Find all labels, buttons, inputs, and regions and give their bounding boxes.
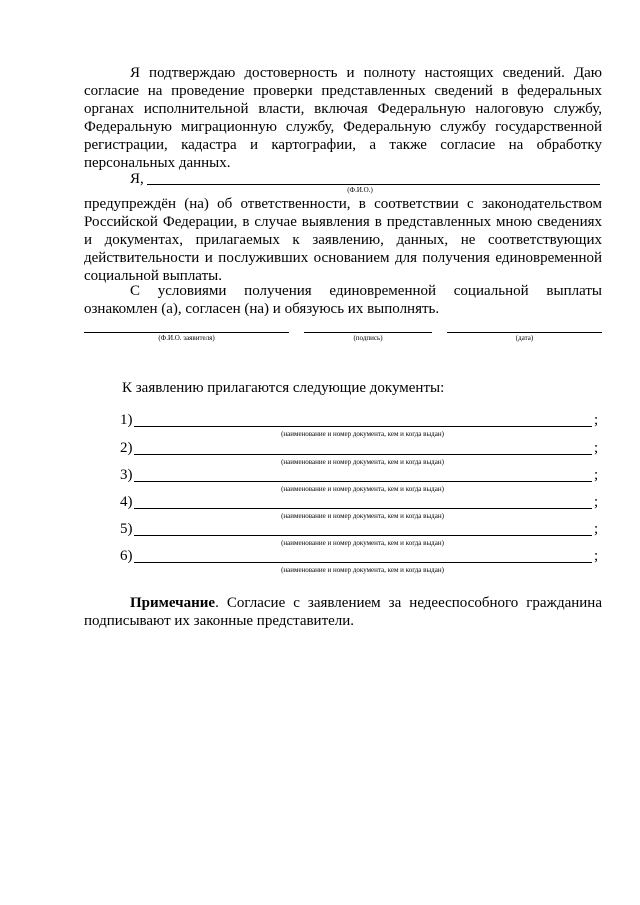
attachment-number: 5) [120, 521, 133, 537]
attachment-field[interactable] [134, 481, 592, 482]
applicant-fio-field[interactable] [84, 332, 289, 333]
attachment-number: 6) [120, 548, 133, 564]
attachment-terminator: ; [594, 412, 599, 428]
note-text: . Согласие с заявлением за недееспособного гражданина подписывают их законные представители. [84, 595, 602, 629]
warning-paragraph [84, 195, 602, 285]
attachment-field[interactable] [134, 508, 592, 509]
attachment-row [0, 412, 640, 440]
attachment-number: 4) [120, 494, 133, 510]
declarant-prefix: Я, [130, 171, 144, 187]
attachment-terminator: ; [594, 521, 599, 537]
note-label: Примечание [130, 595, 216, 611]
date-caption: (дата) [515, 334, 534, 342]
conditions-text: С условиями получения единовременной социальной выплаты ознакомлен (а), согласен (на) и обязуюсь их выполнять. [84, 283, 602, 317]
attachment-caption: (наименование и номер документа, кем и когда выдан) [281, 485, 444, 493]
attachment-field[interactable] [134, 535, 592, 536]
attachment-number: 2) [120, 440, 133, 456]
applicant-fio-caption: (Ф.И.О. заявителя) [158, 334, 215, 342]
declarant-fio-field[interactable] [147, 184, 600, 185]
attachment-row [0, 494, 640, 522]
declarant-prefix-line [84, 170, 144, 188]
attachment-terminator: ; [594, 548, 599, 564]
declarant-fio-caption: (Ф.И.О.) [347, 186, 373, 194]
attachment-caption: (наименование и номер документа, кем и когда выдан) [281, 430, 444, 438]
date-field[interactable] [447, 332, 602, 333]
attachment-terminator: ; [594, 440, 599, 456]
attachment-field[interactable] [134, 426, 592, 427]
attachment-field[interactable] [134, 562, 592, 563]
attachment-caption: (наименование и номер документа, кем и когда выдан) [281, 539, 444, 547]
attachment-row [0, 467, 640, 495]
attachment-number: 1) [120, 412, 133, 428]
consent-text: Я подтверждаю достоверность и полноту настоящих сведений. Даю согласие на проведение проверки представленных сведений в федеральных органах исполнительной власти, включая Федеральную налоговую службу, Федеральную миграционную службу, Федеральную службу государственной регистрации, кадастра и картографии, а также согласие на обработку персональных данных. [84, 65, 602, 171]
attachment-number: 3) [120, 467, 133, 483]
signature-field[interactable] [304, 332, 432, 333]
attachment-row [0, 521, 640, 549]
attachment-terminator: ; [594, 494, 599, 510]
attachment-caption: (наименование и номер документа, кем и когда выдан) [281, 566, 444, 574]
attachment-caption: (наименование и номер документа, кем и когда выдан) [281, 512, 444, 520]
attachment-field[interactable] [134, 454, 592, 455]
attachment-caption: (наименование и номер документа, кем и когда выдан) [281, 458, 444, 466]
attachment-terminator: ; [594, 467, 599, 483]
attachment-row [0, 548, 640, 576]
attachments-heading: К заявлению прилагаются следующие документы: [122, 380, 445, 396]
signature-caption: (подпись) [353, 334, 383, 342]
note-paragraph [84, 594, 602, 630]
consent-paragraph [84, 64, 602, 172]
conditions-paragraph [84, 282, 602, 318]
attachment-row [0, 440, 640, 468]
warning-text: предупреждён (на) об ответственности, в соответствии с законодательством Российской Федерации, в случае выявления в представленных мною сведениях и документах, прилагаемых к заявлению, данных, не соответствующих действительности и послуживших основанием для получения единовременной социальной выплаты. [84, 196, 602, 284]
